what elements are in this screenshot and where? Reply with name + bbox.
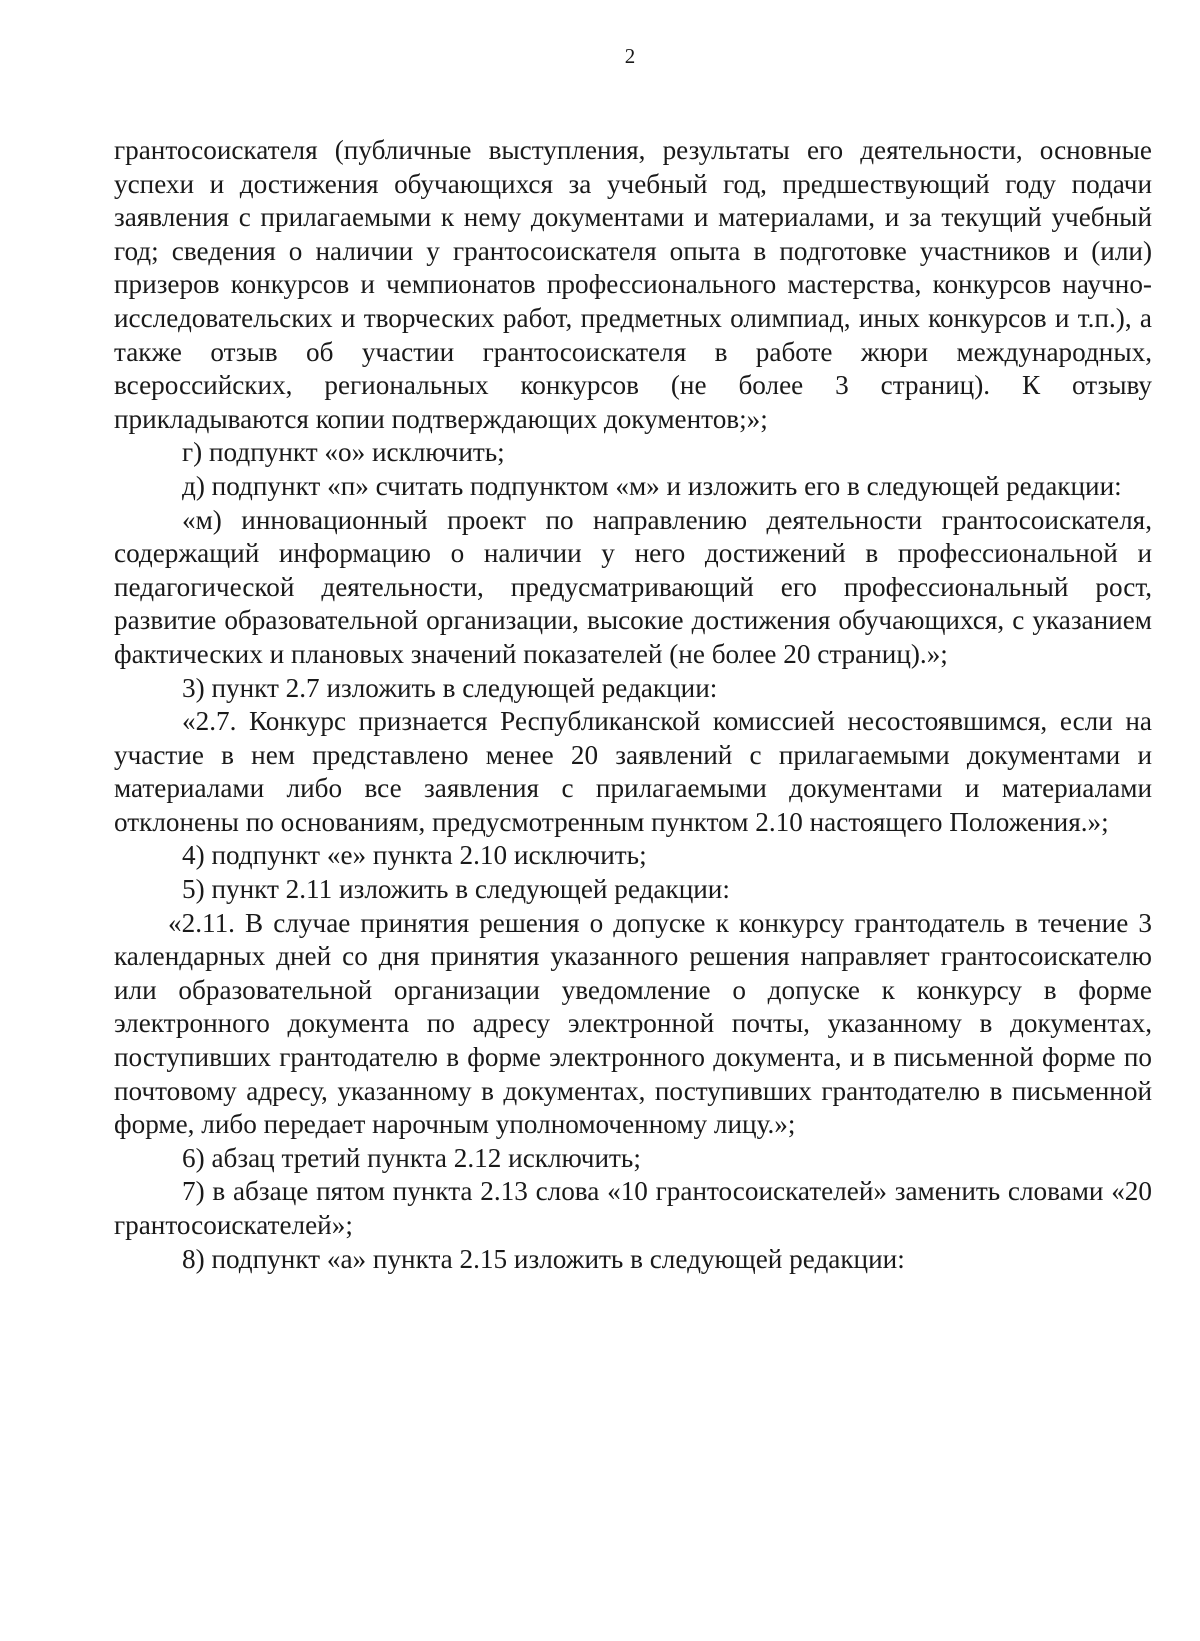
paragraph-item-6: 6) абзац третий пункта 2.12 исключить; xyxy=(182,1142,641,1173)
paragraph-clause-2-11: «2.11. В случае принятия решения о допуске к конкурсу грантодатель в течение 3 календарных дней со дня принятия указанного решения направляет грантосоискателю или образовательной организации уведомление о допуске к конкурсу в форме электронного документа по адресу электронной почты, указанному в документах, поступивших грантодателю в форме электронного документа, и в письменной форме по почтовому адресу, указанному в документах, поступивших грантодателю в письменной форме, либо передает нарочным уполномоченному лицу.»; xyxy=(114,907,1152,1140)
paragraph-subitem-d: д) подпункт «п» считать подпунктом «м» и изложить его в следующей редакции: xyxy=(182,470,1122,501)
paragraph-item-3: 3) пункт 2.7 изложить в следующей редакции: xyxy=(182,672,718,703)
paragraph-item-5: 5) пункт 2.11 изложить в следующей редакции: xyxy=(182,874,730,905)
paragraph-subitem-g: г) подпункт «о» исключить; xyxy=(182,437,505,468)
page-number: 2 xyxy=(624,44,636,68)
paragraph-item-4: 4) подпункт «е» пункта 2.10 исключить; xyxy=(182,840,647,871)
paragraph-item-8: 8) подпункт «а» пункта 2.15 изложить в следующей редакции: xyxy=(182,1243,905,1274)
paragraph-continuation: грантосоискателя (публичные выступления, результаты его деятельности, основные успехи и достижения обучающихся за учебный год, предшествующий году подачи заявления с прилагаемыми к нему документами и материалами, и за текущий учебный год; сведения о наличии у грантосоискателя опыта в подготовке участников и (или) призеров конкурсов и чемпионатов профессионального мастерства, конкурсов научно-исследовательских и творческих работ, предметных олимпиад, иных конкурсов и т.п.), а также отзыв об участии грантосоискателя в работе жюри международных, всероссийских, региональных конкурсов (не более 3 страниц). К отзыву прикладываются копии подтверждающих документов;»; xyxy=(114,135,1152,434)
paragraph-item-7: 7) в абзаце пятом пункта 2.13 слова «10 грантосоискателей» заменить словами «20 грантосоискателей»; xyxy=(114,1176,1152,1240)
paragraph-subitem-m: «м) инновационный проект по направлению деятельности грантосоискателя, содержащий информацию о наличии у него достижений в профессиональной и педагогической деятельности, предусматривающий его профессиональный рост, развитие образовательной организации, высокие достижения обучающихся, с указанием фактических и плановых значений показателей (не более 20 страниц).»; xyxy=(114,504,1152,669)
paragraph-clause-2-7: «2.7. Конкурс признается Республиканской комиссией несостоявшимся, если на участие в нем представлено менее 20 заявлений с прилагаемыми документами и материалами либо все заявления с прилагаемыми документами и материалами отклонены по основаниям, предусмотренным пунктом 2.10 настоящего Положения.»; xyxy=(114,706,1152,837)
document-body xyxy=(114,134,1152,1276)
